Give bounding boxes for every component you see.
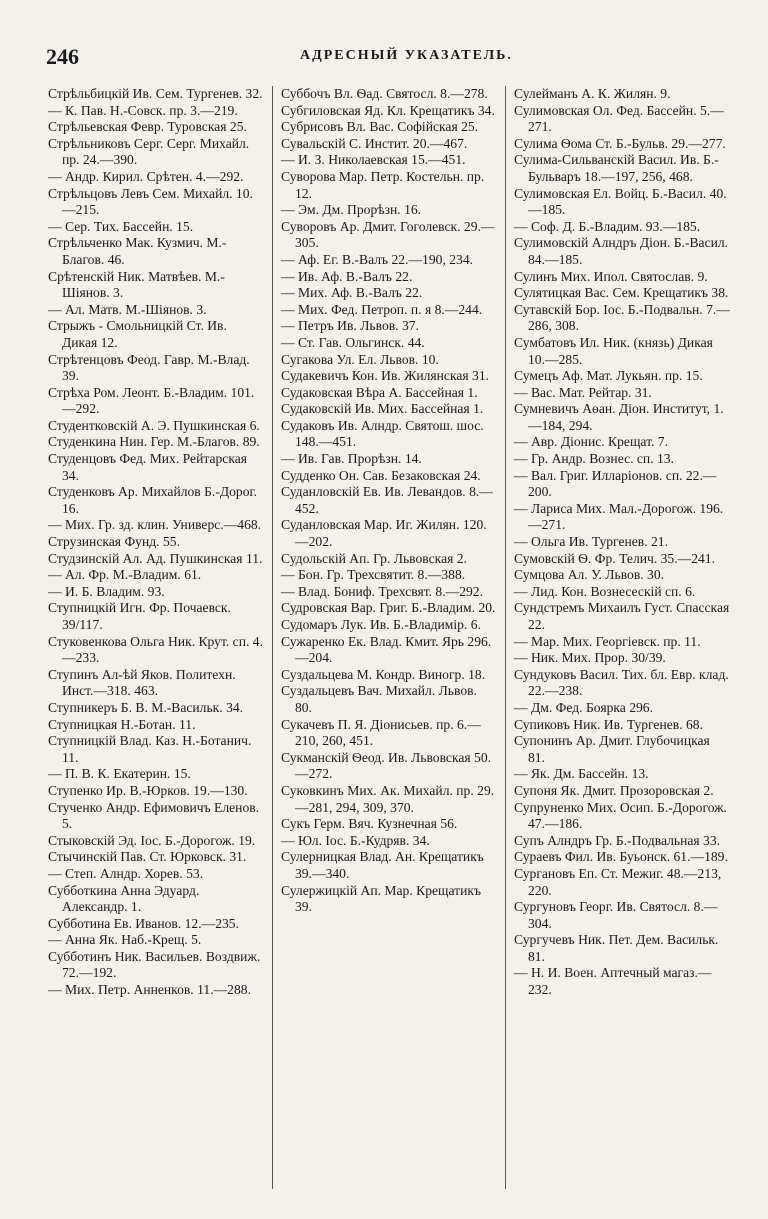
directory-entry: Суздальцева М. Кондр. Виногр. 18. xyxy=(281,666,486,682)
directory-entry: — Ник. Мих. Прор. 30/39. xyxy=(514,650,666,666)
directory-entry: Суданловская Мар. Иг. Жилян. 120.—202. xyxy=(281,517,487,550)
directory-entry: — Гр. Андр. Вознес. сп. 13. xyxy=(514,451,674,467)
directory-entry: Сундуковъ Васил. Тих. бл. Евр. клад. 22.—238. xyxy=(514,666,729,699)
directory-entry: — Вас. Мат. Рейтар. 31. xyxy=(514,384,652,400)
directory-entry: Ступницкій Игн. Фр. Почаевск. 39/117. xyxy=(48,600,231,632)
directory-entry: — Юл. Іос. Б.-Кудряв. 34. xyxy=(281,832,430,848)
directory-entry: Сулимовская Ол. Фед. Бассейн. 5.—271. xyxy=(514,102,724,135)
directory-entry: Сулимовская Ел. Войц. Б.-Васил. 40.—185. xyxy=(514,185,727,218)
page-number: 246 xyxy=(46,44,79,69)
directory-entry: — Вал. Григ. Илларіонов. сп. 22.—200. xyxy=(514,467,717,500)
directory-entry: Субботкина Анна Эдуард. Александр. 1. xyxy=(48,882,200,915)
directory-entry: Стыковскій Эд. Іос. Б.-Дорогож. 19. xyxy=(48,832,256,848)
directory-entry: Студенкина Нин. Гер. М.-Благов. 89. xyxy=(48,434,260,450)
directory-entry: Сужаренко Ек. Влад. Кмит. Ярь 296.—204. xyxy=(281,633,492,666)
directory-entry: — Н. И. Воен. Аптечный магаз.—232. xyxy=(514,965,712,998)
directory-entry: Стрѣтенцовъ Феод. Гавр. М.-Влад. 39. xyxy=(48,351,250,384)
directory-entry: Сумовскій Ѳ. Фр. Телич. 35.—241. xyxy=(514,550,716,566)
directory-entry: — И. З. Николаевская 15.—451. xyxy=(281,152,466,168)
directory-entry: Сундстремъ Михаилъ Густ. Спасская 22. xyxy=(514,600,730,632)
directory-entry: — Бон. Гр. Трехсвятит. 8.—388. xyxy=(281,567,466,583)
directory-entry: Сумбатовъ Ил. Ник. (князь) Дикая 10.—285. xyxy=(514,334,713,367)
directory-entry: Субгиловская Яд. Кл. Крещатикъ 34. xyxy=(281,102,495,118)
directory-entry: Стрыжъ - Смольницкій Ст. Ив. Дикая 12. xyxy=(48,318,227,350)
directory-entry: Стычинскій Пав. Ст. Юрковск. 31. xyxy=(48,849,247,865)
directory-entry: Сулима Ѳома Ст. Б.-Бульв. 29.—277. xyxy=(514,135,726,151)
directory-entry: Сувальскій С. Инстит. 20.—467. xyxy=(281,135,468,151)
directory-entry: Судаковъ Ив. Алндр. Святош. шос. 148.—451. xyxy=(281,417,484,450)
directory-entry: — Як. Дм. Бассейн. 13. xyxy=(514,766,649,782)
directory-entry: Сутавскій Бор. Іос. Б.-Подвальн. 7.—286, 308. xyxy=(514,301,730,334)
directory-entry: Супиковъ Ник. Ив. Тургенев. 68. xyxy=(514,716,703,732)
directory-entry: — Ив. Гав. Прорѣзн. 14. xyxy=(281,451,422,467)
directory-entry: Сукманскій Ѳеод. Ив. Львовская 50.—272. xyxy=(281,749,492,782)
directory-entry: — Лид. Кон. Вознесескій сп. 6. xyxy=(514,583,696,599)
directory-entry: Стрѣльниковъ Серг. Серг. Михайл. пр. 24.—390. xyxy=(48,135,250,168)
directory-entry: — Мих. Гр. зд. клин. Универс.—468. xyxy=(48,517,262,533)
directory-entry: — Ал. Матв. М.-Шіянов. 3. xyxy=(48,301,207,317)
directory-entry: — Мих. Петр. Анненков. 11.—288. xyxy=(48,982,251,998)
directory-entry: Сугакова Ул. Ел. Львов. 10. xyxy=(281,351,439,367)
directory-entry: Супонинъ Ар. Дмит. Глубочицкая 81. xyxy=(514,733,710,765)
directory-entry: Сургучевъ Ник. Пет. Дем. Васильк. 81. xyxy=(514,932,719,964)
directory-entry: — П. В. К. Екатерин. 15. xyxy=(48,766,191,782)
directory-entry: Стрѣха Ром. Леонт. Б.-Владим. 101.—292. xyxy=(48,384,255,417)
directory-entry: Субботинъ Ник. Васильев. Воздвиж. 72.—192. xyxy=(48,948,261,981)
directory-entry: — Аф. Ег. В.-Валъ 22.—190, 234. xyxy=(281,251,474,267)
directory-entry: — Ст. Гав. Ольгинск. 44. xyxy=(281,334,425,350)
directory-entry: — Дм. Фед. Боярка 296. xyxy=(514,699,653,715)
directory-entry: — Влад. Бониф. Трехсвят. 8.—292. xyxy=(281,583,484,599)
directory-entry: Ступинъ Ал-ѣй Яков. Политехн. Инст.—318. 463. xyxy=(48,666,236,699)
directory-entry: Стученко Андр. Ефимовичъ Еленов. 5. xyxy=(48,799,260,832)
directory-entry: — Анна Як. Наб.-Крещ. 5. xyxy=(48,932,202,948)
directory-entry: Стрѣльцовъ Левъ Сем. Михайл. 10.—215. xyxy=(48,185,253,218)
directory-entry: Ступницкій Влад. Каз. Н.-Ботанич. 11. xyxy=(48,733,252,765)
directory-entry: Стрѣльевская Февр. Туровская 25. xyxy=(48,119,247,135)
directory-entry: Судровская Вар. Григ. Б.-Владим. 20. xyxy=(281,600,496,616)
directory-entry: Судольскій Ап. Гр. Львовская 2. xyxy=(281,550,467,566)
directory-entry: Субботина Ев. Иванов. 12.—235. xyxy=(48,915,239,931)
directory-entry: Судаковскій Ив. Мих. Бассейная 1. xyxy=(281,401,484,417)
directory-entry: Сулерницкая Влад. Ан. Крещатикъ 39.—340. xyxy=(281,849,484,881)
directory-entry: Сулинъ Мих. Ипол. Святослав. 9. xyxy=(514,268,708,284)
directory-entry: Супъ Алндръ Гр. Б.-Подвальная 33. xyxy=(514,832,721,848)
directory-columns xyxy=(40,86,738,1189)
directory-entry: Сумневичъ Аѳан. Діон. Институт, 1.—184, 294. xyxy=(514,401,724,433)
directory-entry: Ступникеръ Б. В. М.-Васильк. 34. xyxy=(48,699,244,715)
directory-entry: — Мих. Фед. Петроп. п. я 8.—244. xyxy=(281,301,483,317)
directory-entry: — К. Пав. Н.-Совск. пр. 3.—219. xyxy=(48,102,238,118)
directory-entry: Срѣтенскій Ник. Матвѣев. М.-Шіянов. 3. xyxy=(48,268,225,301)
directory-entry: Сукъ Герм. Вяч. Кузнечная 56. xyxy=(281,816,458,832)
directory-entry: Судаковская Вѣра А. Бассейная 1. xyxy=(281,384,478,400)
directory-entry: Студентковскій А. Э. Пушкинская 6. xyxy=(48,417,260,433)
directory-entry: Суковкинъ Мих. Ак. Михайл. пр. 29.—281, 294, 309, 370. xyxy=(281,782,495,815)
directory-entry: — Андр. Кирил. Срѣтен. 4.—292. xyxy=(48,168,244,184)
directory-entry: — Сер. Тих. Бассейн. 15. xyxy=(48,218,194,234)
directory-entry: Сулимовскій Алндръ Діон. Б.-Васил. 84.—185. xyxy=(514,235,729,267)
directory-entry: Суворовъ Ар. Дмит. Гоголевск. 29.—305. xyxy=(281,218,495,251)
directory-entry: Сургуновъ Георг. Ив. Святосл. 8.—304. xyxy=(514,899,718,931)
directory-entry: Стрѣльченко Мак. Кузмич. М.-Благов. 46. xyxy=(48,235,227,267)
directory-entry: — Ал. Фр. М.-Владим. 61. xyxy=(48,567,202,583)
directory-entry: — Лариса Мих. Мал.-Дорогож. 196.—271. xyxy=(514,500,724,533)
directory-entry: Сулержицкій Ап. Мар. Крещатикъ 39. xyxy=(281,882,482,915)
directory-entry: Супруненко Мих. Осип. Б.-Дорогож. 47.—186. xyxy=(514,799,727,832)
directory-entry: — Степ. Алндр. Хорев. 53. xyxy=(48,865,204,881)
directory-entry: Сулейманъ А. К. Жилян. 9. xyxy=(514,86,671,101)
running-header: АДРЕСНЫЙ УКАЗАТЕЛЬ. xyxy=(300,48,513,63)
directory-entry: Судакевичъ Кон. Ив. Жилянская 31. xyxy=(281,368,490,384)
directory-entry: Суворова Мар. Петр. Костельн. пр. 12. xyxy=(281,168,485,201)
directory-entry: Студенцовъ Фед. Мих. Рейтарская 34. xyxy=(48,451,248,483)
directory-entry: — Эм. Дм. Прорѣзн. 16. xyxy=(281,202,422,218)
directory-entry: Сургановъ Еп. Ст. Межиг. 48.—213, 220. xyxy=(514,865,722,898)
directory-entry: — Авр. Діонис. Крещат. 7. xyxy=(514,434,669,450)
directory-entry: Ступенко Ир. В.-Юрков. 19.—130. xyxy=(48,782,248,798)
directory-entry: Сулятицкая Вас. Сем. Крещатикъ 38. xyxy=(514,285,729,301)
directory-entry: — Петръ Ив. Львов. 37. xyxy=(281,318,419,334)
directory-entry: Сукачевъ П. Я. Діонисьев. пр. 6.—210, 260, 451. xyxy=(281,716,481,749)
directory-entry: Струзинская Фунд. 55. xyxy=(48,534,180,550)
directory-entry: Ступницкая Н.-Ботан. 11. xyxy=(48,716,196,732)
directory-entry: Студзинскій Ал. Ад. Пушкинская 11. xyxy=(48,550,263,566)
column-2 xyxy=(272,86,505,1189)
directory-entry: Суздальцевъ Вач. Михайл. Львов. 80. xyxy=(281,683,477,715)
column-3 xyxy=(505,86,738,1189)
directory-entry: — Ив. Аф. В.-Валъ 22. xyxy=(281,268,413,284)
directory-entry: Сумцова Ал. У. Львов. 30. xyxy=(514,567,665,583)
directory-entry: Студенковъ Ар. Михайлов Б.-Дорог. 16. xyxy=(48,484,257,516)
directory-entry: Суббочъ Вл. Ѳад. Святосл. 8.—278. xyxy=(281,86,488,101)
directory-entry: Стрѣльбицкій Ив. Сем. Тургенев. 32. xyxy=(48,86,263,101)
directory-entry: — Ольга Ив. Тургенев. 21. xyxy=(514,534,668,550)
directory-entry: — Мар. Мих. Георгіевск. пр. 11. xyxy=(514,633,701,649)
directory-entry: Супоня Як. Дмит. Прозоровская 2. xyxy=(514,782,714,798)
directory-entry: Субрисовъ Вл. Вас. Софійская 25. xyxy=(281,119,479,135)
directory-entry: — И. Б. Владим. 93. xyxy=(48,583,165,599)
directory-entry: Стуковенкова Ольга Ник. Крут. сп. 4.—233. xyxy=(48,633,263,666)
directory-entry: Сулима-Сильванскій Васил. Ив. Б.-Бульваръ 18.—197, 256, 468. xyxy=(514,152,719,184)
directory-entry: Судденко Он. Сав. Безаковская 24. xyxy=(281,467,481,483)
column-1 xyxy=(40,86,272,1189)
directory-entry: — Мих. Аф. В.-Валъ 22. xyxy=(281,285,423,301)
directory-entry: Суданловскій Ев. Ив. Левандов. 8.—452. xyxy=(281,484,493,516)
directory-entry: Судомаръ Лук. Ив. Б.-Владимір. 6. xyxy=(281,617,481,632)
directory-entry: — Соф. Д. Б.-Владим. 93.—185. xyxy=(514,218,701,234)
directory-entry: Сураевъ Фил. Ив. Буьонск. 61.—189. xyxy=(514,849,728,865)
directory-entry: Сумецъ Аф. Мат. Лукьян. пр. 15. xyxy=(514,368,703,384)
